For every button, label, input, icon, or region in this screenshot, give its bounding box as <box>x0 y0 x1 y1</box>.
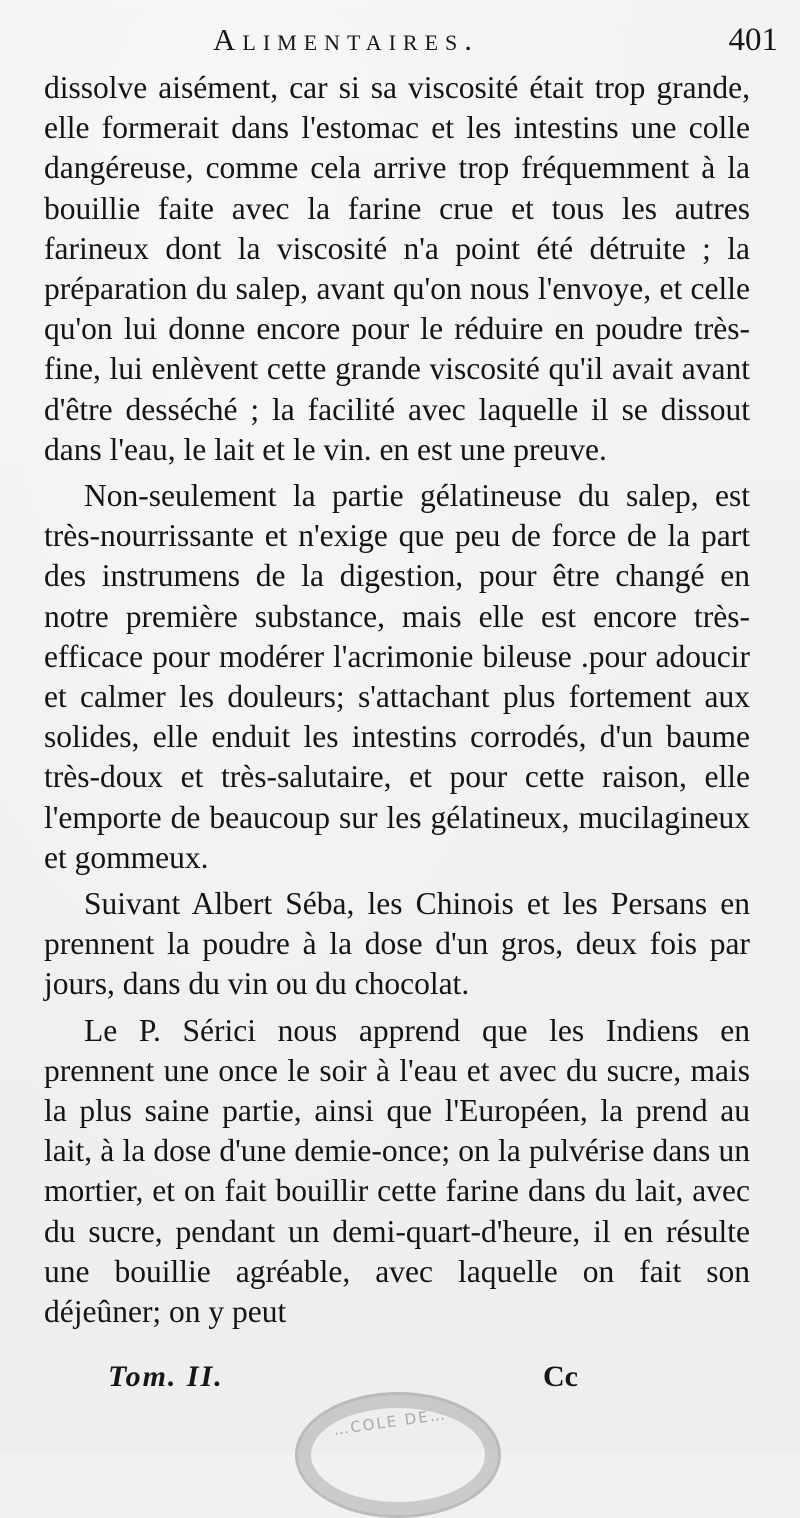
running-title: Alimentaires. <box>213 22 480 57</box>
paragraph: Suivant Albert Séba, les Chinois et les Persans en prennent la poudre à la dose d'un gros, deux fois par jours, dans du vin ou du chocolat. <box>44 886 750 1002</box>
paragraph-continuation: dissolve aisément, car si sa viscosité était trop grande, elle formerait dans l'estomac et les intestins une colle dangéreuse, comme cela arrive trop fréquemment à la bouillie faite avec la farine crue et tous les autres farineux dont la viscosité n'a point été détruite ; la préparation du salep, avant qu'on nous l'envoye, et celle qu'on lui donne encore pour le réduire en poudre très-fine, lui enlèvent cette grande viscosité qu'il avait avant d'être desséché ; la facilité avec laquelle il se dissout dans l'eau, le lait et le vin. en est une preuve. <box>44 70 750 467</box>
sheet-signature: Cc <box>543 1360 578 1393</box>
paragraph: Le P. Sérici nous apprend que les Indiens en prennent une once le soir à l'eau et avec du sucre, mais la plus saine partie, ainsi que l'Européen, la prend au lait, à la dose d'une demie-once; on la pulvérise dans un mortier, et on fait bouillir cette farine dans du lait, avec du sucre, pendant un demi-quart-d'heure, il en résulte une bouillie agréable, avec laquelle on fait son déjeûner; on y peut <box>44 1012 750 1330</box>
body-text <box>44 68 750 1332</box>
page-header <box>48 22 778 62</box>
paragraph: Non-seulement la partie gélatineuse du salep, est très-nourrissante et n'exige que peu de force de la part des instrumens de la digestion, pour être changé en notre première substance, mais elle est encore très-efficace pour modérer l'acrimonie bileuse .pour adoucir et calmer les douleurs; s'attachant plus fortement aux solides, elle enduit les intestins corrodés, d'un baume très-doux et très-salutaire, et pour cette raison, elle l'emporte de beaucoup sur les gélatineux, mucilagineux et gommeux. <box>44 478 750 875</box>
page-number: 401 <box>728 22 778 58</box>
stamp-text: …COLE DE… <box>332 1405 448 1439</box>
volume-signature: Tom. II. <box>108 1360 224 1393</box>
library-stamp <box>295 1392 501 1518</box>
